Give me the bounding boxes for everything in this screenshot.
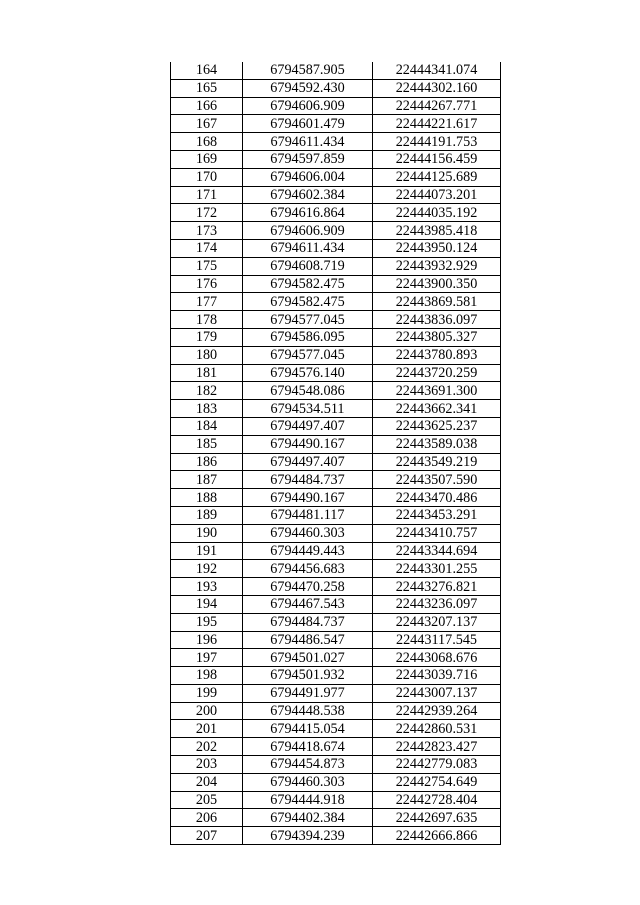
y-coordinate-cell: 22442939.264 xyxy=(373,702,501,720)
x-coordinate-cell: 6794606.909 xyxy=(243,97,373,115)
table-row xyxy=(171,506,501,524)
x-coordinate-cell: 6794456.683 xyxy=(243,560,373,578)
y-coordinate-cell: 22443836.097 xyxy=(373,311,501,329)
point-number-cell: 198 xyxy=(171,667,243,685)
point-number-cell: 192 xyxy=(171,560,243,578)
x-coordinate-cell: 6794616.864 xyxy=(243,204,373,222)
table-row xyxy=(171,720,501,738)
point-number-cell: 207 xyxy=(171,827,243,845)
point-number-cell: 190 xyxy=(171,524,243,542)
y-coordinate-cell: 22443932.929 xyxy=(373,257,501,275)
x-coordinate-cell: 6794497.407 xyxy=(243,453,373,471)
x-coordinate-cell: 6794486.547 xyxy=(243,631,373,649)
table-row xyxy=(171,400,501,418)
table-row xyxy=(171,328,501,346)
point-number-cell: 175 xyxy=(171,257,243,275)
x-coordinate-cell: 6794460.303 xyxy=(243,524,373,542)
y-coordinate-cell: 22444035.192 xyxy=(373,204,501,222)
table-row xyxy=(171,186,501,204)
point-number-cell: 173 xyxy=(171,222,243,240)
point-number-cell: 201 xyxy=(171,720,243,738)
y-coordinate-cell: 22444302.160 xyxy=(373,79,501,97)
x-coordinate-cell: 6794490.167 xyxy=(243,435,373,453)
x-coordinate-cell: 6794454.873 xyxy=(243,756,373,774)
y-coordinate-cell: 22443549.219 xyxy=(373,453,501,471)
point-number-cell: 200 xyxy=(171,702,243,720)
point-number-cell: 184 xyxy=(171,417,243,435)
point-number-cell: 165 xyxy=(171,79,243,97)
y-coordinate-cell: 22443453.291 xyxy=(373,506,501,524)
y-coordinate-cell: 22443301.255 xyxy=(373,560,501,578)
x-coordinate-cell: 6794582.475 xyxy=(243,293,373,311)
y-coordinate-cell: 22443236.097 xyxy=(373,595,501,613)
table-row xyxy=(171,560,501,578)
point-number-cell: 187 xyxy=(171,471,243,489)
point-number-cell: 176 xyxy=(171,275,243,293)
point-number-cell: 164 xyxy=(171,62,243,79)
x-coordinate-cell: 6794460.303 xyxy=(243,773,373,791)
table-row xyxy=(171,524,501,542)
point-number-cell: 168 xyxy=(171,133,243,151)
y-coordinate-cell: 22442697.635 xyxy=(373,809,501,827)
x-coordinate-cell: 6794548.086 xyxy=(243,382,373,400)
x-coordinate-cell: 6794611.434 xyxy=(243,133,373,151)
table-row xyxy=(171,453,501,471)
x-coordinate-cell: 6794490.167 xyxy=(243,489,373,507)
y-coordinate-cell: 22444073.201 xyxy=(373,186,501,204)
y-coordinate-cell: 22443780.893 xyxy=(373,346,501,364)
y-coordinate-cell: 22443507.590 xyxy=(373,471,501,489)
point-number-cell: 183 xyxy=(171,400,243,418)
table-row xyxy=(171,364,501,382)
point-number-cell: 186 xyxy=(171,453,243,471)
y-coordinate-cell: 22442754.649 xyxy=(373,773,501,791)
x-coordinate-cell: 6794415.054 xyxy=(243,720,373,738)
y-coordinate-cell: 22444341.074 xyxy=(373,62,501,79)
table-row xyxy=(171,667,501,685)
x-coordinate-cell: 6794501.932 xyxy=(243,667,373,685)
table-row xyxy=(171,346,501,364)
y-coordinate-cell: 22442666.866 xyxy=(373,827,501,845)
point-number-cell: 202 xyxy=(171,738,243,756)
y-coordinate-cell: 22442860.531 xyxy=(373,720,501,738)
y-coordinate-cell: 22443950.124 xyxy=(373,239,501,257)
x-coordinate-cell: 6794449.443 xyxy=(243,542,373,560)
table-row xyxy=(171,115,501,133)
point-number-cell: 174 xyxy=(171,239,243,257)
table-row xyxy=(171,150,501,168)
table-row xyxy=(171,613,501,631)
table-row xyxy=(171,809,501,827)
table-row xyxy=(171,79,501,97)
point-number-cell: 177 xyxy=(171,293,243,311)
point-number-cell: 195 xyxy=(171,613,243,631)
y-coordinate-cell: 22444125.689 xyxy=(373,168,501,186)
table-row xyxy=(171,257,501,275)
x-coordinate-cell: 6794470.258 xyxy=(243,578,373,596)
table-row xyxy=(171,204,501,222)
point-number-cell: 166 xyxy=(171,97,243,115)
x-coordinate-cell: 6794484.737 xyxy=(243,471,373,489)
table-row xyxy=(171,62,501,79)
x-coordinate-cell: 6794402.384 xyxy=(243,809,373,827)
table-row xyxy=(171,738,501,756)
y-coordinate-cell: 22443589.038 xyxy=(373,435,501,453)
x-coordinate-cell: 6794467.543 xyxy=(243,595,373,613)
y-coordinate-cell: 22443068.676 xyxy=(373,649,501,667)
y-coordinate-cell: 22442823.427 xyxy=(373,738,501,756)
x-coordinate-cell: 6794587.905 xyxy=(243,62,373,79)
x-coordinate-cell: 6794577.045 xyxy=(243,311,373,329)
x-coordinate-cell: 6794394.239 xyxy=(243,827,373,845)
point-number-cell: 205 xyxy=(171,791,243,809)
point-number-cell: 197 xyxy=(171,649,243,667)
point-number-cell: 203 xyxy=(171,756,243,774)
table-row xyxy=(171,827,501,845)
x-coordinate-cell: 6794534.511 xyxy=(243,400,373,418)
x-coordinate-cell: 6794484.737 xyxy=(243,613,373,631)
point-number-cell: 179 xyxy=(171,328,243,346)
y-coordinate-cell: 22443410.757 xyxy=(373,524,501,542)
point-number-cell: 196 xyxy=(171,631,243,649)
x-coordinate-cell: 6794592.430 xyxy=(243,79,373,97)
point-number-cell: 188 xyxy=(171,489,243,507)
table-row xyxy=(171,239,501,257)
x-coordinate-cell: 6794491.977 xyxy=(243,684,373,702)
x-coordinate-cell: 6794602.384 xyxy=(243,186,373,204)
x-coordinate-cell: 6794481.117 xyxy=(243,506,373,524)
y-coordinate-cell: 22443869.581 xyxy=(373,293,501,311)
table-row xyxy=(171,168,501,186)
y-coordinate-cell: 22443207.137 xyxy=(373,613,501,631)
x-coordinate-cell: 6794582.475 xyxy=(243,275,373,293)
x-coordinate-cell: 6794577.045 xyxy=(243,346,373,364)
x-coordinate-cell: 6794606.909 xyxy=(243,222,373,240)
y-coordinate-cell: 22443720.259 xyxy=(373,364,501,382)
point-number-cell: 167 xyxy=(171,115,243,133)
table-row xyxy=(171,595,501,613)
table-row xyxy=(171,649,501,667)
y-coordinate-cell: 22444267.771 xyxy=(373,97,501,115)
y-coordinate-cell: 22444191.753 xyxy=(373,133,501,151)
table-row xyxy=(171,542,501,560)
y-coordinate-cell: 22444156.459 xyxy=(373,150,501,168)
y-coordinate-cell: 22442779.083 xyxy=(373,756,501,774)
table-row xyxy=(171,702,501,720)
table-row xyxy=(171,222,501,240)
y-coordinate-cell: 22443625.237 xyxy=(373,417,501,435)
table-row xyxy=(171,578,501,596)
y-coordinate-cell: 22443117.545 xyxy=(373,631,501,649)
table-row xyxy=(171,756,501,774)
table-row xyxy=(171,382,501,400)
y-coordinate-cell: 22443985.418 xyxy=(373,222,501,240)
y-coordinate-cell: 22443900.350 xyxy=(373,275,501,293)
table-row xyxy=(171,275,501,293)
y-coordinate-cell: 22443007.137 xyxy=(373,684,501,702)
point-number-cell: 185 xyxy=(171,435,243,453)
point-number-cell: 189 xyxy=(171,506,243,524)
x-coordinate-cell: 6794601.479 xyxy=(243,115,373,133)
x-coordinate-cell: 6794418.674 xyxy=(243,738,373,756)
coordinates-table-body xyxy=(171,62,501,845)
x-coordinate-cell: 6794608.719 xyxy=(243,257,373,275)
coordinates-table xyxy=(170,62,501,845)
table-row xyxy=(171,489,501,507)
table-row xyxy=(171,773,501,791)
y-coordinate-cell: 22443276.821 xyxy=(373,578,501,596)
y-coordinate-cell: 22443344.694 xyxy=(373,542,501,560)
y-coordinate-cell: 22443470.486 xyxy=(373,489,501,507)
point-number-cell: 191 xyxy=(171,542,243,560)
table-row xyxy=(171,471,501,489)
x-coordinate-cell: 6794501.027 xyxy=(243,649,373,667)
x-coordinate-cell: 6794448.538 xyxy=(243,702,373,720)
x-coordinate-cell: 6794576.140 xyxy=(243,364,373,382)
x-coordinate-cell: 6794597.859 xyxy=(243,150,373,168)
point-number-cell: 180 xyxy=(171,346,243,364)
x-coordinate-cell: 6794444.918 xyxy=(243,791,373,809)
point-number-cell: 169 xyxy=(171,150,243,168)
table-row xyxy=(171,684,501,702)
x-coordinate-cell: 6794606.004 xyxy=(243,168,373,186)
point-number-cell: 171 xyxy=(171,186,243,204)
y-coordinate-cell: 22443805.327 xyxy=(373,328,501,346)
point-number-cell: 178 xyxy=(171,311,243,329)
point-number-cell: 181 xyxy=(171,364,243,382)
y-coordinate-cell: 22443039.716 xyxy=(373,667,501,685)
point-number-cell: 199 xyxy=(171,684,243,702)
point-number-cell: 193 xyxy=(171,578,243,596)
table-row xyxy=(171,791,501,809)
point-number-cell: 194 xyxy=(171,595,243,613)
table-row xyxy=(171,293,501,311)
y-coordinate-cell: 22442728.404 xyxy=(373,791,501,809)
table-row xyxy=(171,97,501,115)
table-row xyxy=(171,631,501,649)
table-row xyxy=(171,417,501,435)
table-row xyxy=(171,311,501,329)
point-number-cell: 206 xyxy=(171,809,243,827)
x-coordinate-cell: 6794497.407 xyxy=(243,417,373,435)
table-row xyxy=(171,133,501,151)
x-coordinate-cell: 6794611.434 xyxy=(243,239,373,257)
point-number-cell: 204 xyxy=(171,773,243,791)
point-number-cell: 182 xyxy=(171,382,243,400)
y-coordinate-cell: 22444221.617 xyxy=(373,115,501,133)
x-coordinate-cell: 6794586.095 xyxy=(243,328,373,346)
y-coordinate-cell: 22443691.300 xyxy=(373,382,501,400)
point-number-cell: 172 xyxy=(171,204,243,222)
y-coordinate-cell: 22443662.341 xyxy=(373,400,501,418)
point-number-cell: 170 xyxy=(171,168,243,186)
table-row xyxy=(171,435,501,453)
